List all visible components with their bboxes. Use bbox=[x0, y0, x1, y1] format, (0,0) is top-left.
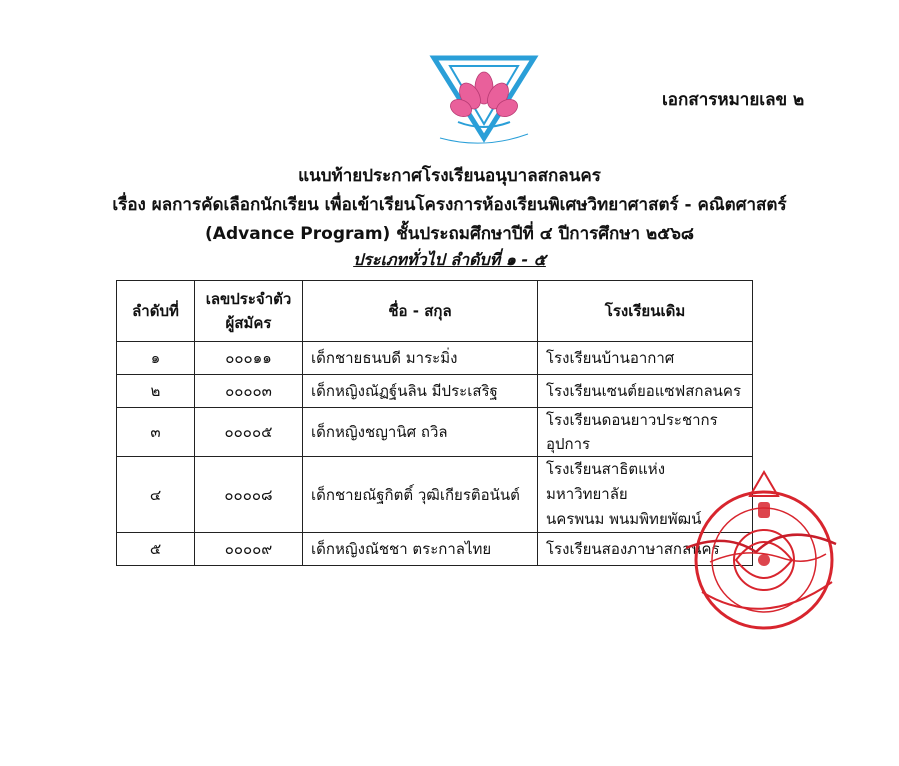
announcement-program: (Advance Program) ชั้นประถมศึกษาปีที่ ๔ ปีการศึกษา ๒๕๖๘ bbox=[205, 224, 694, 244]
column-header-applicant-id-line1: เลขประจำตัว bbox=[205, 290, 292, 308]
student-name: เด็กชายธนบดี มาระมิ่ง bbox=[303, 342, 538, 375]
row-number: ๕ bbox=[117, 533, 195, 566]
student-name: เด็กหญิงณัฏฐ์นลิน มีประเสริฐ bbox=[303, 375, 538, 408]
previous-school-line2: นครพนม พนมพิทยพัฒน์ bbox=[546, 510, 702, 528]
column-header-applicant-id-line2: ผู้สมัคร bbox=[225, 314, 272, 332]
announcement-category: ประเภททั่วไป ลำดับที่ ๑ - ๕ bbox=[353, 250, 546, 269]
table-header-row bbox=[117, 281, 753, 342]
applicant-id: ๐๐๐๐๘ bbox=[195, 457, 303, 533]
applicant-id: ๐๐๐๐๕ bbox=[195, 408, 303, 457]
previous-school: โรงเรียนสองภาษาสกลนคร bbox=[538, 533, 753, 566]
table-row bbox=[117, 342, 753, 375]
previous-school: โรงเรียนดอนยาวประชากรอุปการ bbox=[538, 408, 753, 457]
row-number: ๒ bbox=[117, 375, 195, 408]
announcement-title: แนบท้ายประกาศโรงเรียนอนุบาลสกลนคร bbox=[298, 166, 601, 186]
applicant-id: ๐๐๐๐๙ bbox=[195, 533, 303, 566]
school-logo bbox=[428, 52, 540, 144]
row-number: ๑ bbox=[117, 342, 195, 375]
previous-school: โรงเรียนเซนต์ยอแซฟสกลนคร bbox=[538, 375, 753, 408]
student-name: เด็กหญิงณัชชา ตระกาลไทย bbox=[303, 533, 538, 566]
applicant-id: ๐๐๐๐๓ bbox=[195, 375, 303, 408]
document-number: เอกสารหมายเลข ๒ bbox=[662, 90, 805, 110]
row-number: ๓ bbox=[117, 408, 195, 457]
student-name: เด็กหญิงชญานิศ ถวิล bbox=[303, 408, 538, 457]
column-header-previous-school: โรงเรียนเดิม bbox=[538, 281, 753, 342]
table-row bbox=[117, 533, 753, 566]
applicant-id: ๐๐๐๑๑ bbox=[195, 342, 303, 375]
official-seal bbox=[686, 462, 846, 637]
previous-school: โรงเรียนบ้านอากาศ bbox=[538, 342, 753, 375]
previous-school-line1: โรงเรียนสาธิตแห่งมหาวิทยาลัย bbox=[546, 460, 666, 503]
row-number: ๔ bbox=[117, 457, 195, 533]
table-row bbox=[117, 457, 753, 533]
column-header-applicant-id bbox=[195, 281, 303, 342]
results-table bbox=[116, 280, 753, 566]
table-row bbox=[117, 408, 753, 457]
student-name: เด็กชายณัฐกิตติ์ วุฒิเกียรติอนันต์ bbox=[303, 457, 538, 533]
column-header-number: ลำดับที่ bbox=[117, 281, 195, 342]
announcement-subject: เรื่อง ผลการคัดเลือกนักเรียน เพื่อเข้าเรียนโครงการห้องเรียนพิเศษวิทยาศาสตร์ - คณิตศาสตร์ bbox=[112, 195, 787, 215]
table-row bbox=[117, 375, 753, 408]
column-header-name: ชื่อ - สกุล bbox=[303, 281, 538, 342]
